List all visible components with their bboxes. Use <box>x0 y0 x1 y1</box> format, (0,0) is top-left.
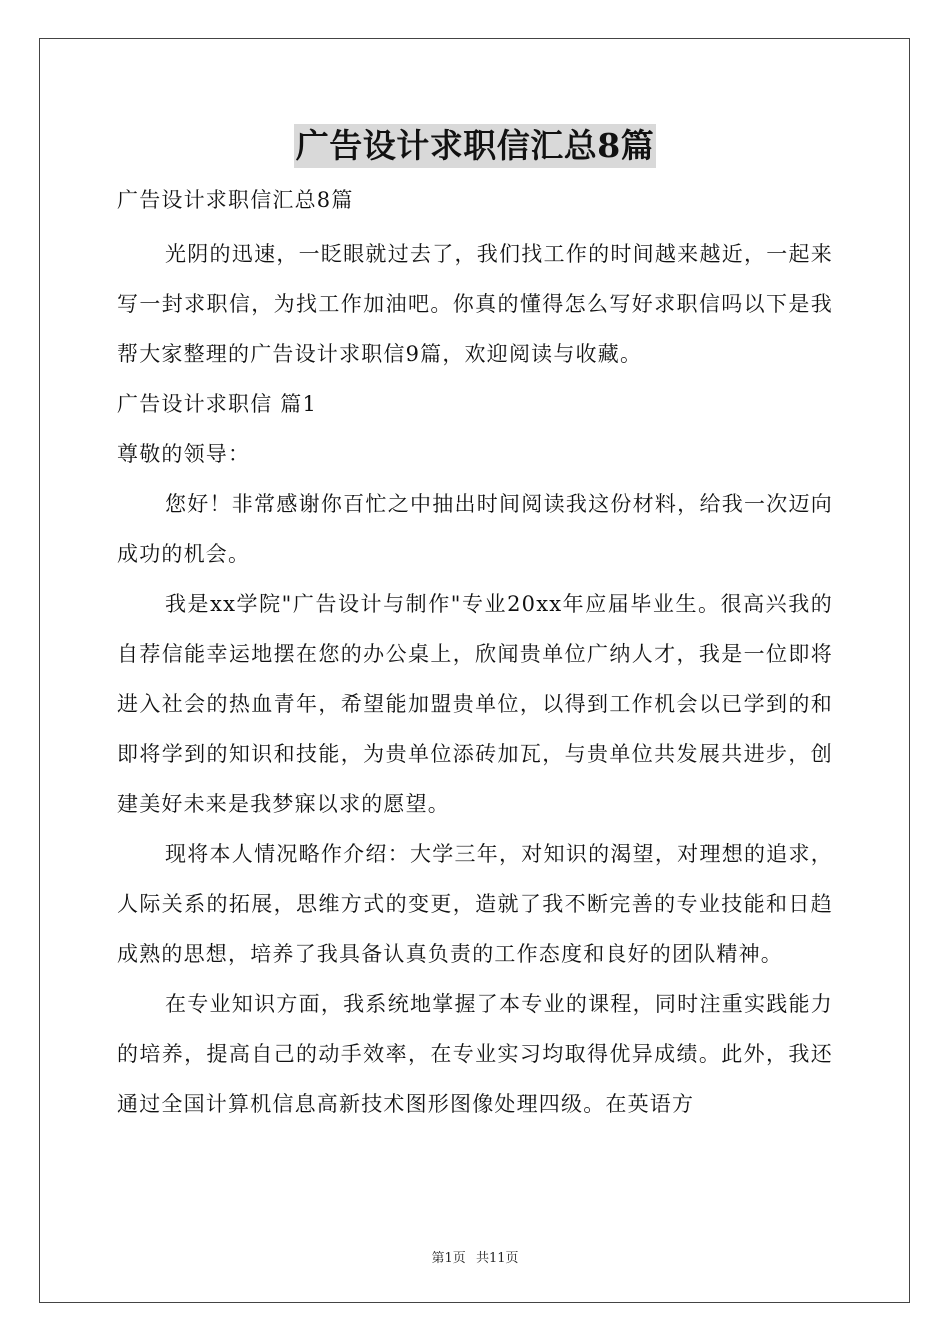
total-pages: 共11页 <box>475 1251 519 1266</box>
section-heading: 广告设计求职信 篇1 <box>117 392 318 416</box>
subtitle-line: 广告设计求职信汇总8篇 <box>117 188 354 212</box>
page-number: 第1页 <box>431 1251 466 1266</box>
document-title: 广告设计求职信汇总8篇 <box>294 124 656 168</box>
self-intro-paragraph: 我是xx学院"广告设计与制作"专业20xx年应届毕业生。很高兴我的自荐信能幸运地摆在您的办公桌上，欣闻贵单位广纳人才，我是一位即将进入社会的热血青年，希望能加盟贵单位，以得到工作机会以已学到的和即将学到的知识和技能，为贵单位添砖加瓦，与贵单位共发展共进步，创建美好未来是我梦寐以求的愿望。 <box>117 592 833 816</box>
skills-paragraph: 在专业知识方面，我系统地掌握了本专业的课程，同时注重实践能力的培养，提高自己的动手效率，在专业实习均取得优异成绩。此外，我还通过全国计算机信息高新技术图形图像处理四级。在英语方 <box>117 992 833 1116</box>
greeting-paragraph: 您好！非常感谢你百忙之中抽出时间阅读我这份材料，给我一次迈向成功的机会。 <box>117 492 833 566</box>
salutation: 尊敬的领导： <box>117 442 251 466</box>
title-container <box>0 124 950 168</box>
background-paragraph: 现将本人情况略作介绍：大学三年，对知识的渴望，对理想的追求，人际关系的拓展，思维方式的变更，造就了我不断完善的专业技能和日趋成熟的思想，培养了我具备认真负责的工作态度和良好的团队精神。 <box>117 842 833 966</box>
intro-paragraph: 光阴的迅速，一眨眼就过去了，我们找工作的时间越来越近，一起来写一封求职信，为找工作加油吧。你真的懂得怎么写好求职信吗以下是我帮大家整理的广告设计求职信9篇，欢迎阅读与收藏。 <box>117 242 833 366</box>
page-footer <box>0 1247 950 1266</box>
document-body <box>117 179 833 1129</box>
